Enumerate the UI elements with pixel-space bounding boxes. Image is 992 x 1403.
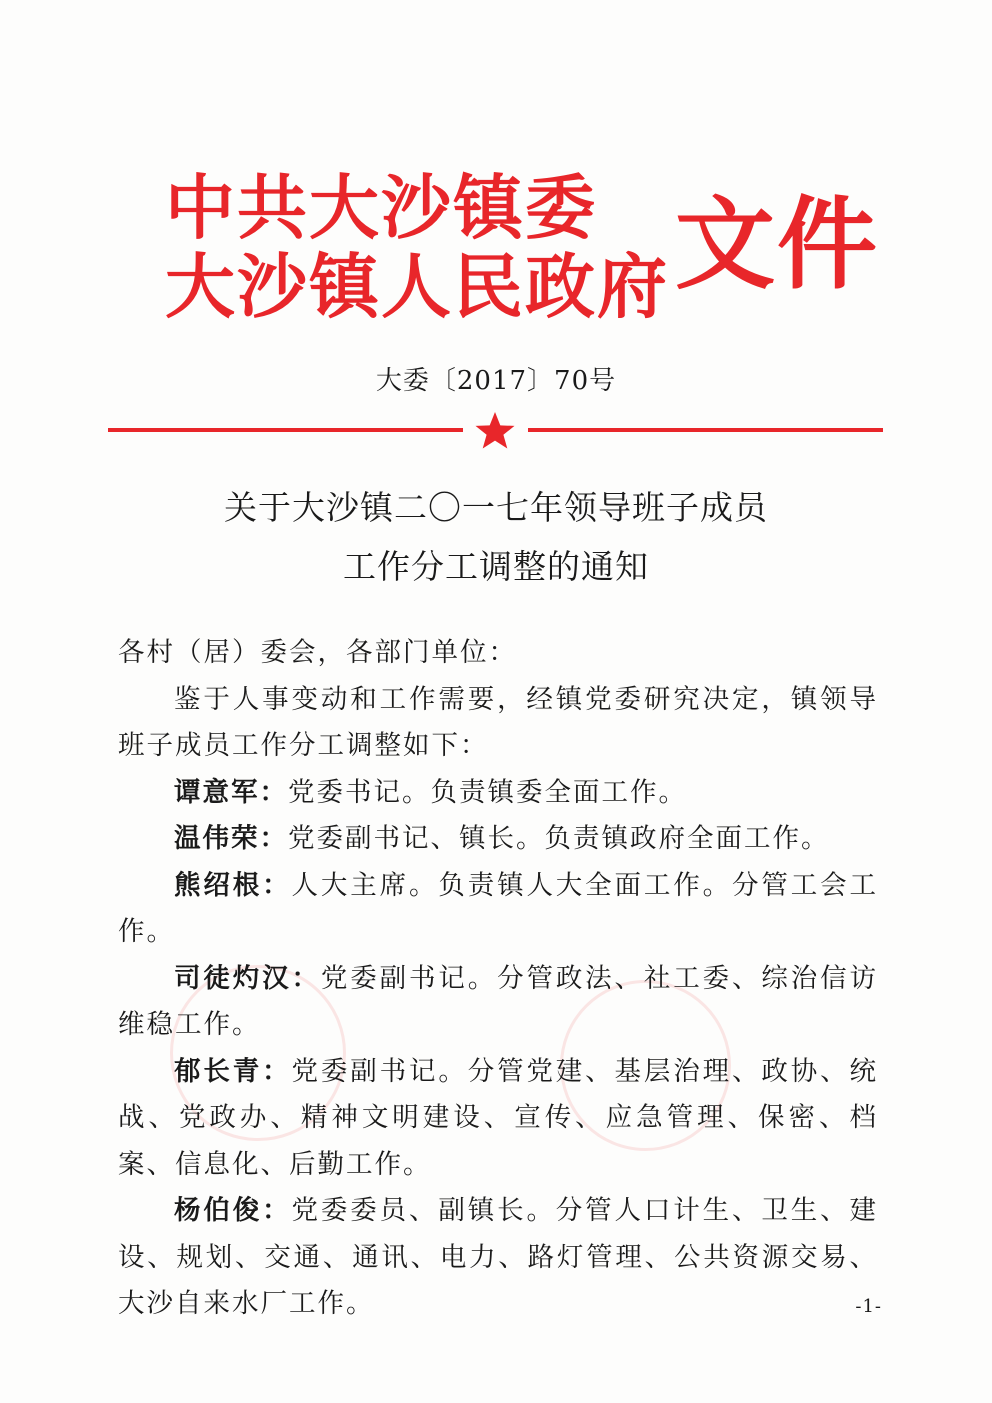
intro-paragraph: 鉴于人事变动和工作需要，经镇党委研究决定，镇领导班子成员工作分工调整如下： xyxy=(118,683,878,761)
document-number: 大委〔2017〕70号 xyxy=(375,366,617,396)
leader-name: 郁长青： xyxy=(174,1055,292,1087)
leader-duty: 人大主席。负责镇人大全面工作。分管工会工作。 xyxy=(118,869,879,947)
document-type-label: 文件 xyxy=(675,186,879,303)
document-body xyxy=(118,630,878,1328)
leader-duty: 党委副书记。分管党建、基层治理、政协、统战、党政办、精神文明建设、宣传、应急管理、保密、档案、信息化、后勤工作。 xyxy=(118,1055,879,1180)
document-title-line-1: 关于大沙镇二〇一七年领导班子成员 xyxy=(224,488,768,527)
issuing-org-line-2: 大沙镇人民政府 xyxy=(165,246,669,328)
assignment-paragraph xyxy=(118,1049,878,1189)
salutation: 各村（居）委会，各部门单位： xyxy=(118,637,517,668)
assignment-paragraph xyxy=(118,770,878,817)
leader-duty: 党委委员、副镇长。分管人口计生、卫生、建设、规划、交通、通讯、电力、路灯管理、公共资源交易、大沙自来水厂工作。 xyxy=(118,1195,879,1319)
leader-duty: 党委副书记。分管政法、社工委、综治信访维稳工作。 xyxy=(118,962,879,1040)
star-icon xyxy=(476,412,515,449)
document-title-line-2: 工作分工调整的通知 xyxy=(343,547,649,586)
leader-name: 谭意军： xyxy=(174,776,288,808)
leader-name: 熊绍根： xyxy=(174,869,292,901)
leader-name: 温伟荣： xyxy=(174,823,288,854)
assignment-paragraph xyxy=(118,1188,878,1328)
leader-name: 司徒灼汉： xyxy=(174,962,321,994)
issuing-org-line-1: 中共大沙镇委 xyxy=(165,167,597,249)
assignment-paragraph xyxy=(118,816,878,863)
leader-name: 杨伯俊： xyxy=(174,1195,292,1226)
leader-duty: 党委书记。负责镇委全面工作。 xyxy=(288,776,687,808)
page-number: -1- xyxy=(855,1296,882,1317)
assignment-paragraph xyxy=(118,956,878,1049)
red-divider xyxy=(108,410,883,450)
leader-duty: 党委副书记、镇长。负责镇政府全面工作。 xyxy=(288,823,830,854)
assignment-paragraph xyxy=(118,863,878,956)
